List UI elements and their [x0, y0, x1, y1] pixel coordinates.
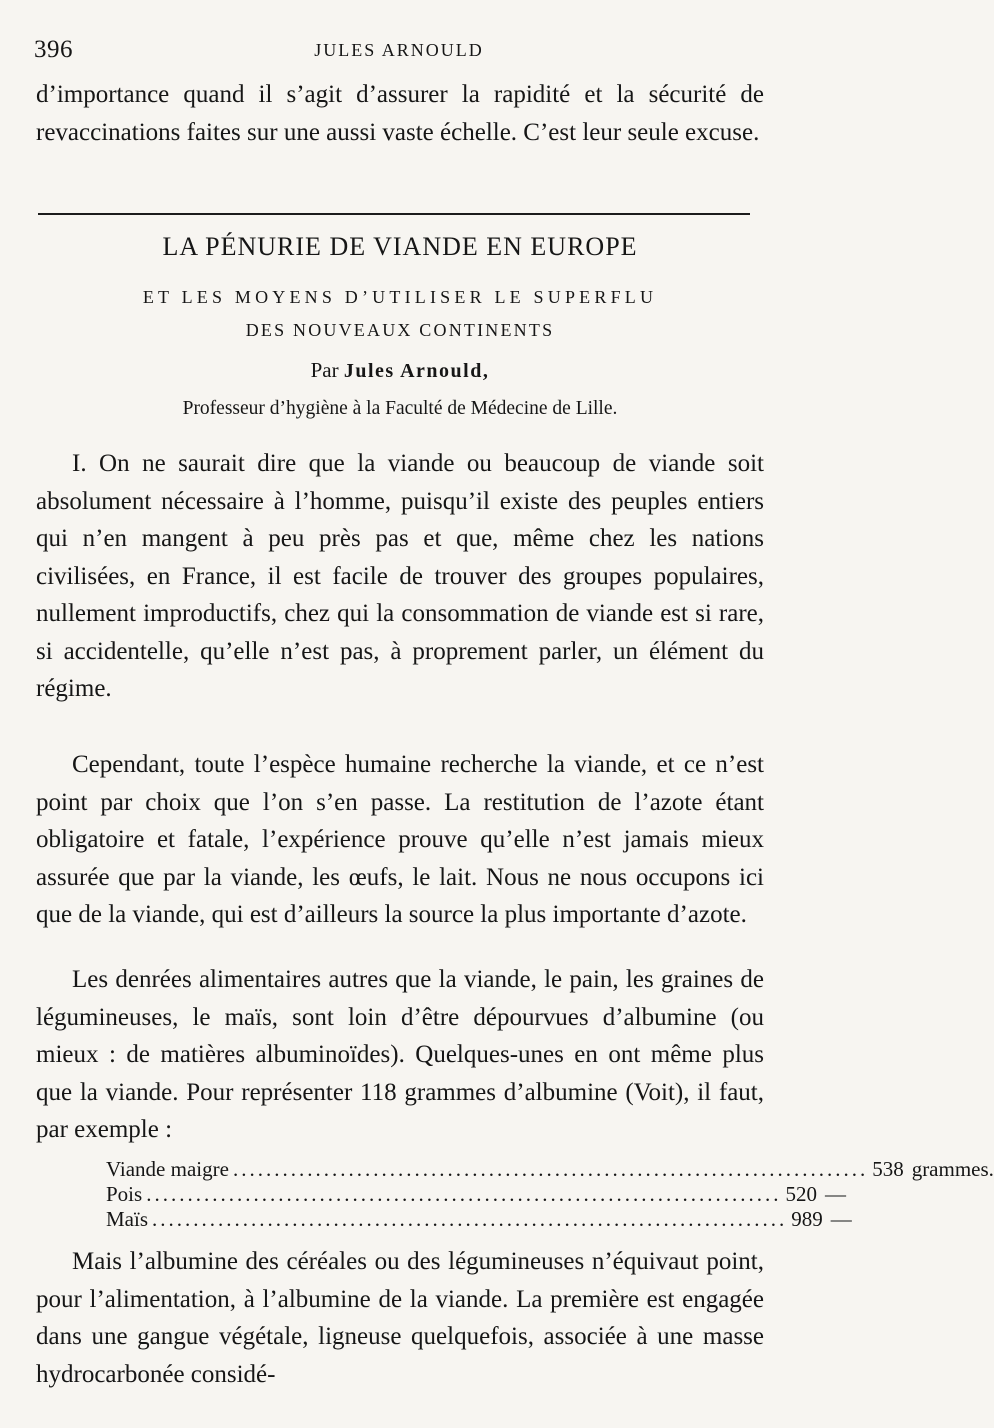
leader-dots: .............................................................................	[146, 1182, 782, 1206]
article-subtitle-line-2: DES NOUVEAUX CONTINENTS	[245, 320, 555, 340]
quantity: 538	[872, 1157, 904, 1181]
food-name: Maïs	[106, 1207, 148, 1231]
unit: —	[824, 1182, 846, 1206]
author-affiliation: Professeur d’hygiène à la Faculté de Médecine de Lille.	[182, 398, 618, 419]
table-row	[106, 1207, 852, 1232]
paragraph-4: Mais l’albumine des céréales ou des légumineuses n’équivaut point, pour l’alimentation, à l’albumine de la viande. La première est engagée dans une gangue végétale, ligneuse quelquefois, associée à une masse hydrocarbonée considé-	[36, 1248, 764, 1388]
leader-dots: .............................................................................	[232, 1157, 869, 1181]
leader-dots: .............................................................................	[152, 1207, 788, 1231]
quantity: 989	[791, 1207, 823, 1231]
paragraph-2: Cependant, toute l’espèce humaine recherche la viande, et ce n’est point par choix que l’on s’en passe. La restitution de l’azote étant obligatoire et fatale, l’expérience prouve qu’elle n’est jamais mieux assurée que par la viande, les œufs, le lait. Nous ne nous occupons ici que de la viande, qui est d’ailleurs la source la plus importante d’azote.	[36, 751, 764, 928]
paragraph-3: Les denrées alimentaires autres que la viande, le pain, les graines de légumineuses, le maïs, sont loin d’être dépourvues d’albumine (ou mieux : de matières albuminoïdes). Quelques-unes en ont même plus que la viande. Pour représenter 118 grammes d’albumine (Voit), il faut, par exemple :	[36, 966, 764, 1143]
food-name: Pois	[106, 1182, 143, 1206]
quantity: 520	[785, 1182, 817, 1206]
carryover-paragraph: d’importance quand il s’agit d’assurer la rapidité et la sécurité de revaccinations faites sur une aussi vaste échelle. C’est leur seule excuse.	[36, 81, 764, 146]
section-divider	[38, 213, 750, 215]
page-header	[34, 36, 764, 68]
paragraph-1: I. On ne saurait dire que la viande ou beaucoup de viande soit absolument nécessaire à l’homme, puisqu’il existe des peuples entiers qui n’en mangent à peu près pas et que, même chez les nations civilisées, en France, il est facile de trouver des groupes populaires, nullement improductifs, chez qui la consommation de viande est si rare, si accidentelle, qu’elle n’est pas, à proprement parler, un élément du régime.	[36, 450, 764, 702]
author-name: Jules Arnould,	[343, 360, 490, 382]
table-row	[106, 1157, 994, 1182]
page-number: 396	[34, 36, 73, 63]
byline	[36, 358, 764, 383]
unit: —	[830, 1207, 852, 1231]
running-title: JULES ARNOULD	[314, 40, 484, 60]
food-name: Viande maigre	[106, 1157, 229, 1181]
unit: grammes.	[911, 1157, 994, 1181]
table-row	[106, 1182, 846, 1207]
byline-prefix: Par	[310, 358, 339, 382]
article-title: LA PÉNURIE DE VIANDE EN EUROPE	[162, 232, 638, 261]
article-subtitle-line-1: ET LES MOYENS D’UTILISER LE SUPERFLU	[142, 287, 658, 307]
albumin-equivalents-table	[106, 1157, 994, 1232]
